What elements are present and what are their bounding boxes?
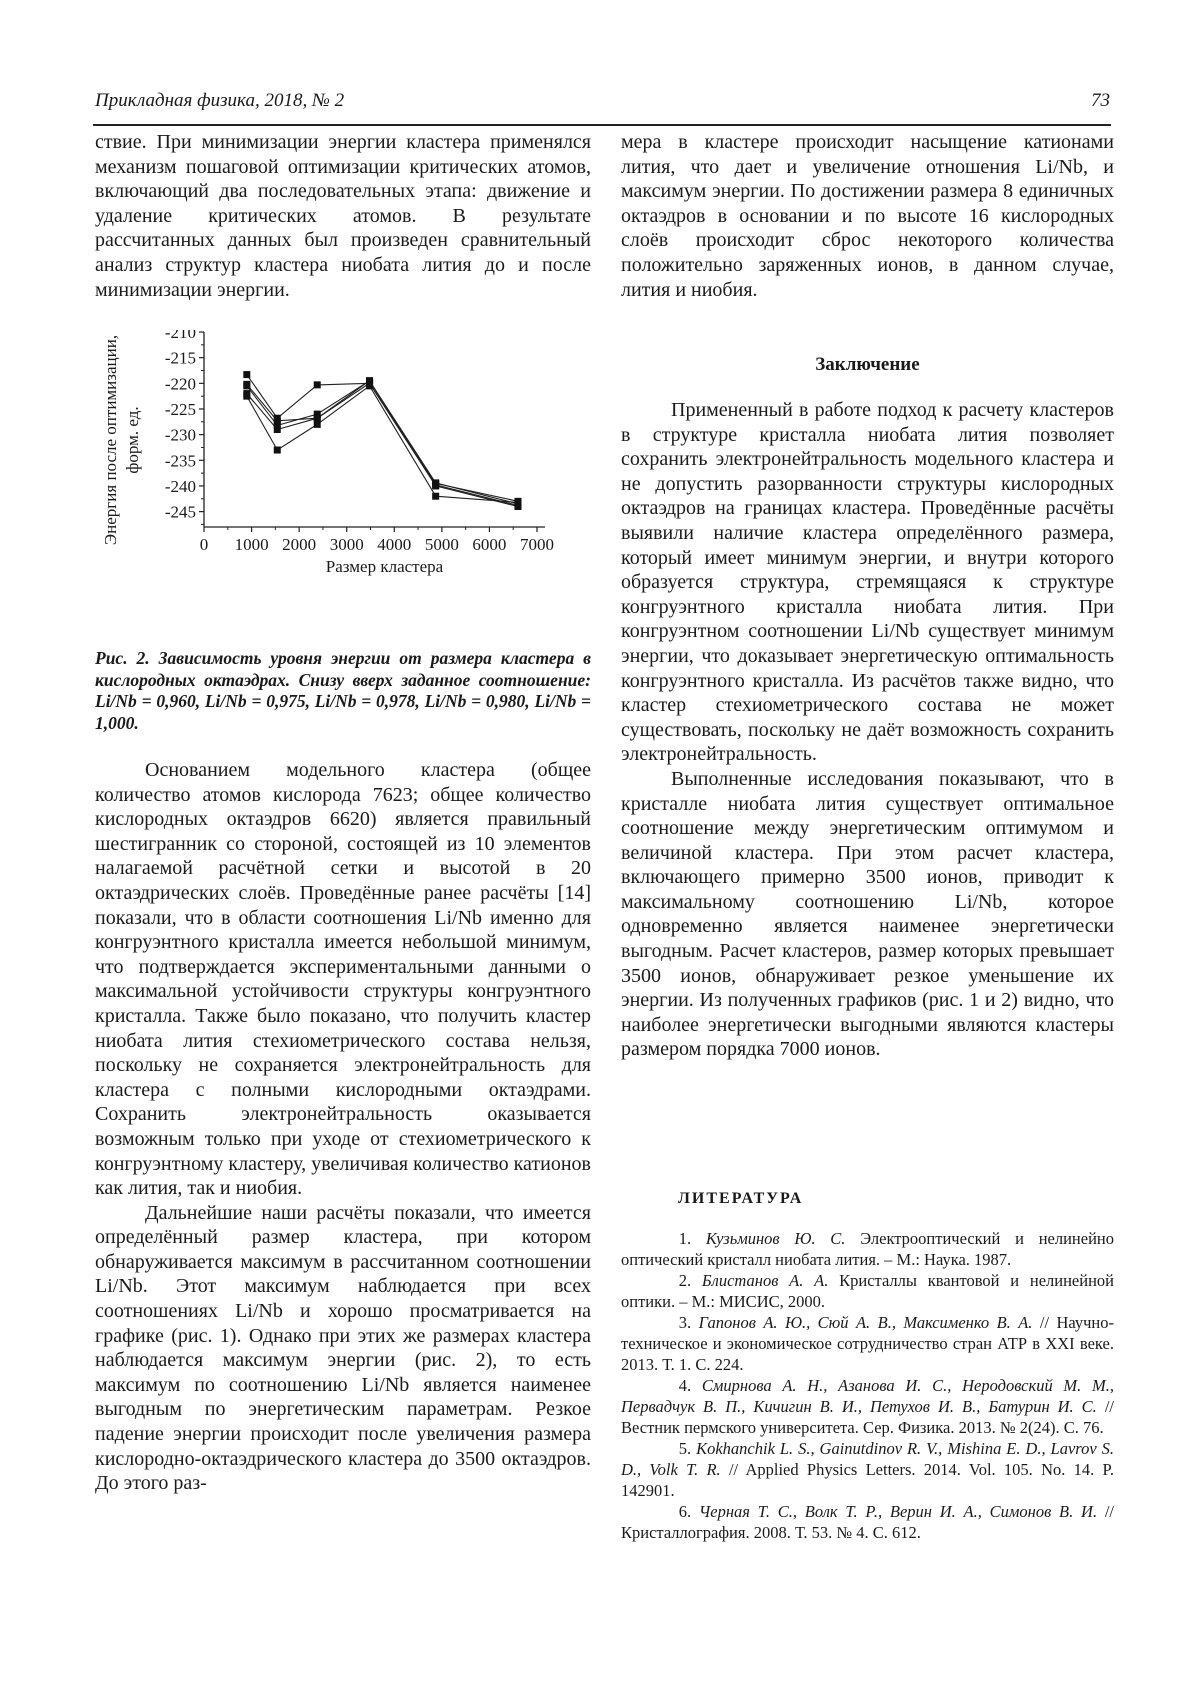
- ref-number: 2.: [678, 1271, 692, 1290]
- x-tick-label: 1000: [234, 535, 269, 554]
- x-tick-label: 3000: [329, 535, 364, 554]
- ref-number: 5.: [678, 1439, 692, 1458]
- y-tick-label: -245: [164, 502, 196, 522]
- ref-authors: Смирнова А. Н., Азанова И. С., Неродовский М. М., Первадчук В. П., Кичигин В. И., Петухов И. В., Батурин И. С.: [621, 1376, 1114, 1416]
- data-point-marker: [314, 421, 321, 428]
- paragraph: Выполненные исследования показывают, что в кристалле ниобата лития существует оптимальное соотношение между энергетическим оптимумом и величиной кластера. При этом расчет кластера, включающего примерно 3500 ионов, приводит к максимальному соотношению Li/Nb, которое одновременно является наименее энергетически выгодным. Расчет кластеров, размер которых превышает 3500 ионов, обнаруживает резкое уменьшение их энергии. Из полученных графиков (рис. 1 и 2) видно, что наиболее энергетически выгодными являются кластеры размером порядка 7000 ионов.: [621, 767, 1114, 1061]
- figure-caption: Рис. 2. Зависимость уровня энергии от размера кластера в кислородных октаэдрах. Снизу вверх заданное соотношение: Li/Nb = 0,960, Li/Nb = 0,975, Li/Nb = 0,978, Li/Nb = 0,980, Li/Nb = 1,000.: [95, 648, 591, 733]
- ref-text: // Applied Physics Letters. 2014. Vol. 105. No. 14. P. 142901.: [621, 1460, 1114, 1500]
- y-tick-label: -225: [164, 399, 196, 419]
- ref-number: 6.: [678, 1502, 692, 1521]
- y-tick-label: -240: [164, 476, 196, 496]
- conclusion-heading: Заключение: [815, 354, 920, 375]
- data-point-marker: [366, 380, 373, 387]
- x-axis-label: Размер кластера: [325, 557, 444, 576]
- left-column-bottom: [95, 758, 591, 1496]
- references-list: [621, 1228, 1114, 1543]
- x-tick-label: 0: [199, 535, 209, 554]
- series-lines: [247, 375, 518, 507]
- ref-authors: Черная Т. С., Волк Т. Р., Верин И. А., Симонов В. И.: [698, 1502, 1098, 1521]
- reference-item: [621, 1501, 1114, 1543]
- page-number: 73: [1091, 90, 1110, 111]
- y-tick-label: -215: [164, 348, 196, 368]
- x-tick-label: 4000: [377, 535, 412, 554]
- y-tick-label: -220: [164, 374, 196, 394]
- ref-text: // Кристаллография. 2008. Т. 53. № 4. С. 612.: [621, 1502, 1115, 1542]
- ref-text: Кристаллы квантовой и нелинейной оптики. – М.: МИСИС, 2000.: [621, 1271, 1114, 1311]
- reference-item: [621, 1438, 1114, 1501]
- data-point-marker: [432, 493, 439, 500]
- series-line: [247, 375, 518, 502]
- reference-item: [621, 1312, 1114, 1375]
- data-point-marker: [243, 371, 250, 378]
- data-point-marker: [314, 415, 321, 422]
- data-point-marker: [243, 390, 250, 397]
- conclusion-body: [621, 398, 1114, 1062]
- axes: [165, 330, 554, 554]
- x-tick-label: 2000: [282, 535, 317, 554]
- y-tick-label: -235: [164, 451, 196, 471]
- figure-2-chart: [100, 330, 600, 630]
- ref-number: 4.: [678, 1376, 692, 1395]
- ref-text: // Вестник пермского университета. Сер. Физика. 2013. № 2(24). С. 76.: [621, 1397, 1114, 1437]
- references-heading: ЛИТЕРАТУРА: [678, 1190, 804, 1207]
- header-rule: [93, 124, 1111, 126]
- chart-svg: [100, 330, 600, 630]
- y-tick-label: -230: [164, 425, 196, 445]
- series-markers: [243, 371, 521, 510]
- data-point-marker: [314, 381, 321, 388]
- reference-item: [621, 1270, 1114, 1312]
- ref-authors: Гапонов А. Ю., Сюй А. В., Максименко В. А.: [698, 1313, 1033, 1332]
- paragraph: Основанием модельного кластера (общее количество атомов кислорода 7623; общее количество кислородных октаэдров 6620) является правильный шестигранник со стороной, состоящей из 10 элементов налагаемой расчётной сетки и высотой в 20 октаэдрических слоёв. Проведённые ранее расчёты [14] показали, что в области соотношения Li/Nb именно для конгруэнтного кристалла имеется небольшой минимум, что подтверждается экспериментальными данными о максимальной устойчивости структуры конгруэнтного кристалла. Также было показано, что получить кластер ниобата лития стехиометрического состава нельзя, поскольку не сохраняется электронейтральность для кластера с полными кислородными октаэдрами. Сохранить электронейтральность оказывается возможным только при уходе от стехиометрического к конгруэнтному кластеру, увеличивая количество катионов как лития, так и ниобия.: [95, 759, 591, 1200]
- paragraph: ствие. При минимизации энергии кластера применялся механизм пошаговой оптимизации критических атомов, включающий два последовательных этапа: движение и удаление критических атомов. В результате рассчитанных данных был произведен сравнительный анализ структур кластера ниобата лития до и после минимизации энергии.: [95, 131, 591, 301]
- reference-item: [621, 1228, 1114, 1270]
- y-axis-label-line: форм. ед.: [123, 406, 142, 474]
- data-point-marker: [514, 498, 521, 505]
- left-column-top: [95, 130, 591, 302]
- series-line: [247, 381, 518, 504]
- x-tick-label: 7000: [520, 535, 554, 554]
- data-point-marker: [274, 415, 281, 422]
- x-tick-label: 5000: [424, 535, 459, 554]
- ref-text: // Научно-техническое и экономическое сотрудничество стран АТР в XXI веке. 2013. Т. 1. С. 224.: [621, 1313, 1114, 1374]
- ref-authors: Kokhanchik L. S., Gainutdinov R. V., Mishina E. D., Lavrov S. D., Volk T. R.: [621, 1439, 1114, 1479]
- ref-authors: Блистанов А. А.: [701, 1271, 829, 1290]
- right-column-top: [621, 130, 1114, 302]
- ref-authors: Кузьминов Ю. С.: [705, 1229, 846, 1248]
- data-point-marker: [243, 381, 250, 388]
- journal-title: Прикладная физика, 2018, № 2: [95, 90, 345, 111]
- running-header: [95, 88, 1110, 118]
- y-axis-label-line: Энергия после оптимизации,: [101, 334, 120, 546]
- data-point-marker: [432, 480, 439, 487]
- paragraph: Примененный в работе подход к расчету кластеров в структуре кристалла ниобата лития позволяет сохранить электронейтральность модельного кластера и не допустить разорванности структуры кислородных октаэдров на границах кластера. Проведённые расчёты выявили наличие кластера определённого размера, который имеет минимум энергии, и внутри которого образуется структура, стремящаяся к структуре конгруэнтного кристалла ниобата лития. При конгруэнтном соотношении Li/Nb существует минимум энергии, что доказывает энергетическую оптимальность конгруэнтного кристалла. Из расчётов также видно, что кластер стехиометрического состава не может существовать, поскольку не даёт возможность сохранить электронейтральность.: [621, 399, 1114, 766]
- data-point-marker: [274, 447, 281, 454]
- paragraph: мера в кластере происходит насыщение катионами лития, что дает и увеличение отношения Li/Nb, и максимум энергии. По достижении размера 8 единичных октаэдров в основании и по высоте 16 кислородных слоёв происходит сброс некоторого количества положительно заряженных ионов, в данном случае, лития и ниобия.: [621, 131, 1114, 301]
- x-tick-label: 6000: [472, 535, 507, 554]
- y-tick-label: -210: [164, 330, 196, 342]
- y-axis-label: [101, 335, 142, 545]
- ref-text: Электрооптический и нелинейно оптический кристалл ниобата лития. – М.: Наука. 1987.: [621, 1229, 1114, 1269]
- reference-item: [621, 1375, 1114, 1438]
- ref-number: 1.: [678, 1229, 692, 1248]
- ref-number: 3.: [678, 1313, 692, 1332]
- paragraph: Дальнейшие наши расчёты показали, что имеется определённый размер кластера, при котором обнаруживается максимум в рассчитанном соотношении Li/Nb. Этот максимум наблюдается при всех соотношениях Li/Nb и хорошо просматривается на графике (рис. 1). Однако при этих же размерах кластера наблюдается максимум энергии (рис. 2), то есть максимум по соотношению Li/Nb является наименее выгодным по энергетическим параметрам. Резкое падение энергии происходит после увеличения размера кислородно-октаэдрического кластера до 3500 октаэдров. До этого раз-: [95, 1201, 591, 1495]
